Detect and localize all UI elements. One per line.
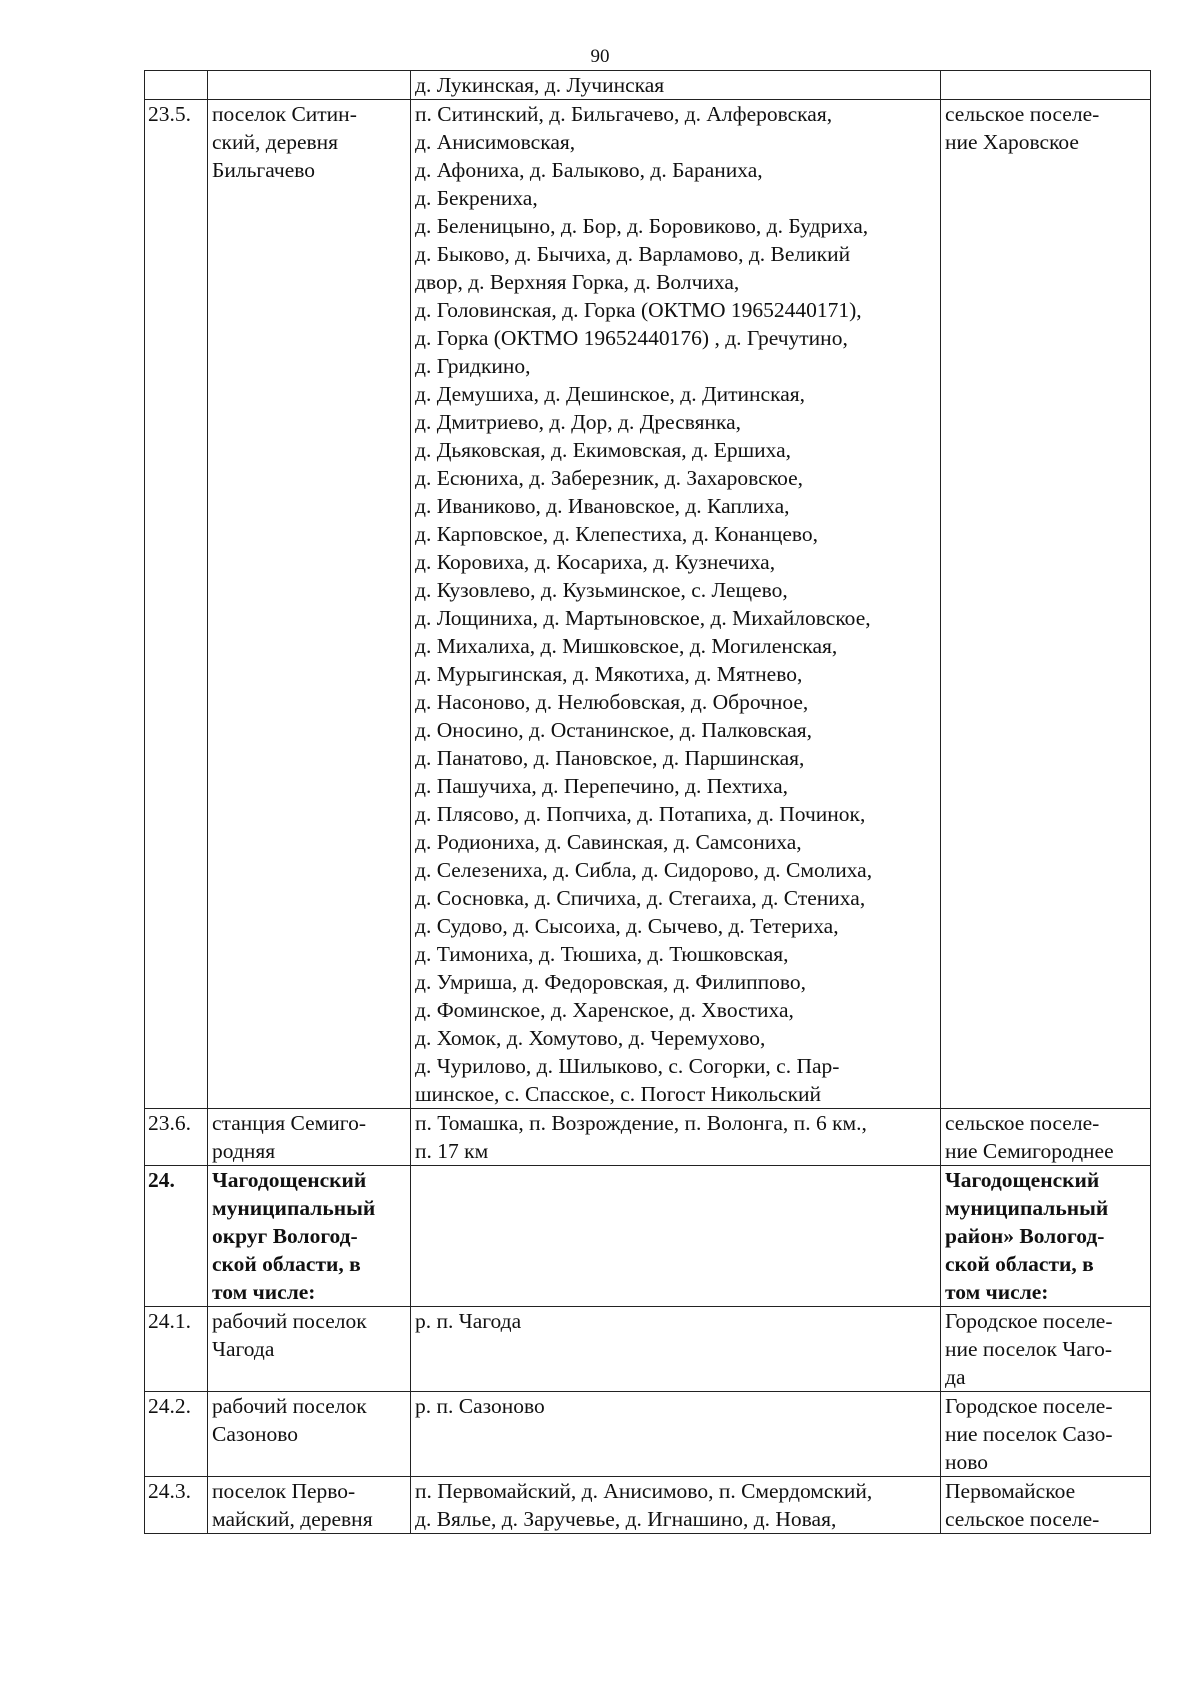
row-number-cell	[145, 1392, 208, 1477]
table-row	[145, 1392, 1151, 1477]
included-settlements-cell	[411, 71, 941, 100]
new-settlement-cell	[208, 1109, 411, 1166]
row-number-cell	[145, 1477, 208, 1534]
included-settlements: р. п. Сазоново	[415, 1394, 545, 1418]
table-row	[145, 100, 1151, 1109]
included-settlements-cell	[411, 1307, 941, 1392]
row-number: 24.3.	[148, 1479, 191, 1503]
row-number-cell	[145, 100, 208, 1109]
table-body	[145, 71, 1151, 1534]
new-settlement-cell	[208, 1477, 411, 1534]
former-municipality-cell	[941, 1166, 1151, 1307]
new-settlement-name: рабочий поселок Сазоново	[212, 1394, 367, 1446]
included-settlements-cell	[411, 1477, 941, 1534]
row-number: 24.	[148, 1168, 175, 1192]
new-settlement-name: рабочий поселок Чагода	[212, 1309, 367, 1361]
new-settlement-cell	[208, 1307, 411, 1392]
row-number-cell	[145, 71, 208, 100]
former-municipality-cell	[941, 1392, 1151, 1477]
new-settlement-name: станция Семиго- родняя	[212, 1111, 366, 1163]
included-settlements: д. Лукинская, д. Лучинская	[415, 73, 665, 97]
former-municipality: Первомайское сельское поселе-	[945, 1479, 1100, 1531]
settlements-table	[144, 70, 1151, 1534]
former-municipality: сельское поселе- ние Семигороднее	[945, 1111, 1114, 1163]
row-number-cell	[145, 1109, 208, 1166]
included-settlements-cell	[411, 1166, 941, 1307]
new-settlement-cell	[208, 100, 411, 1109]
row-number-cell	[145, 1307, 208, 1392]
new-settlement-name: Чагодощенский муниципальный округ Вологод- ской области, в том числе:	[212, 1168, 376, 1304]
former-municipality-cell	[941, 1109, 1151, 1166]
new-settlement-cell	[208, 71, 411, 100]
row-number: 24.1.	[148, 1309, 191, 1333]
new-settlement-cell	[208, 1166, 411, 1307]
included-settlements: п. Ситинский, д. Бильгачево, д. Алферовская, д. Анисимовская, д. Афониха, д. Балыково, д. Бараниха, д. Бекрениха, д. Беленицыно, д. Бор, д. Боровиково, д. Будриха, д. Быково, д. Бычиха, д. Варламово, д. Великий двор, д. Верхняя Горка, д. Волчиха, д. Головинская, д. Горка (ОКТМО 19652440171), д. Горка (ОКТМО 19652440176) , д. Гречутино, д. Гридкино, д. Демушиха, д. Дешинское, д. Дитинская, д. Дмитриево, д. Дор, д. Дресвянка, д. Дьяковская, д. Екимовская, д. Ершиха, д. Есюниха, д. Заберезник, д. Захаровское, д. Иваниково, д. Ивановское, д. Каплиха, д. Карповское, д. Клепестиха, д. Конанцево, д. Коровиха, д. Косариха, д. Кузнечиха, д. Кузовлево, д. Кузьминское, с. Лещево, д. Лощиниха, д. Мартыновское, д. Михайловское, д. Михалиха, д. Мишковское, д. Могиленская, д. Мурыгинская, д. Мякотиха, д. Мятнево, д. Насоново, д. Нелюбовская, д. Оброчное, д. Оносино, д. Останинское, д. Палковская, д. Панатово, д. Пановское, д. Паршинская, д. Пашучиха, д. Перепечино, д. Пехтиха, д. Плясово, д. Попчиха, д. Потапиха, д. Починок, д. Родиониха, д. Савинская, д. Самсониха, д. Селезениха, д. Сибла, д. Сидорово, д. Смолиха, д. Сосновка, д. Спичиха, д. Стегаиха, д. Стениха, д. Судово, д. Сысоиха, д. Сычево, д. Тетериха, д. Тимониха, д. Тюшиха, д. Тюшковская, д. Умриша, д. Федоровская, д. Филиппово, д. Фоминское, д. Харенское, д. Хвостиха, д. Хомок, д. Хомутово, д. Черемухово, д. Чурилово, д. Шилыково, с. Согорки, с. Пар- шинское, с. Спасское, с. Погост Никольский	[415, 102, 873, 1106]
new-settlement-cell	[208, 1392, 411, 1477]
row-number: 23.5.	[148, 102, 191, 126]
former-municipality-cell	[941, 1307, 1151, 1392]
table-row	[145, 71, 1151, 100]
table-row-section-header	[145, 1166, 1151, 1307]
included-settlements: п. Томашка, п. Возрождение, п. Волонга, п. 6 км., п. 17 км	[415, 1111, 867, 1163]
row-number: 23.6.	[148, 1111, 191, 1135]
former-municipality: сельское поселе- ние Харовское	[945, 102, 1100, 154]
former-municipality-cell	[941, 1477, 1151, 1534]
table-row	[145, 1307, 1151, 1392]
former-municipality-cell	[941, 100, 1151, 1109]
former-municipality: Городское поселе- ние поселок Чаго- да	[945, 1309, 1113, 1389]
page-number: 90	[590, 46, 610, 67]
table-row	[145, 1477, 1151, 1534]
included-settlements: п. Первомайский, д. Анисимово, п. Смердомский, д. Вялье, д. Заручевье, д. Игнашино, д. Новая,	[415, 1479, 873, 1531]
included-settlements-cell	[411, 1392, 941, 1477]
new-settlement-name: поселок Ситин- ский, деревня Бильгачево	[212, 102, 357, 182]
new-settlement-name: поселок Перво- майский, деревня	[212, 1479, 373, 1531]
former-municipality: Городское поселе- ние поселок Сазо- ново	[945, 1394, 1113, 1474]
row-number: 24.2.	[148, 1394, 191, 1418]
included-settlements-cell	[411, 1109, 941, 1166]
former-municipality-cell	[941, 71, 1151, 100]
included-settlements-cell	[411, 100, 941, 1109]
included-settlements: р. п. Чагода	[415, 1309, 522, 1333]
row-number-cell	[145, 1166, 208, 1307]
table-row	[145, 1109, 1151, 1166]
former-municipality: Чагодощенский муниципальный район» Вологод- ской области, в том числе:	[945, 1168, 1109, 1304]
